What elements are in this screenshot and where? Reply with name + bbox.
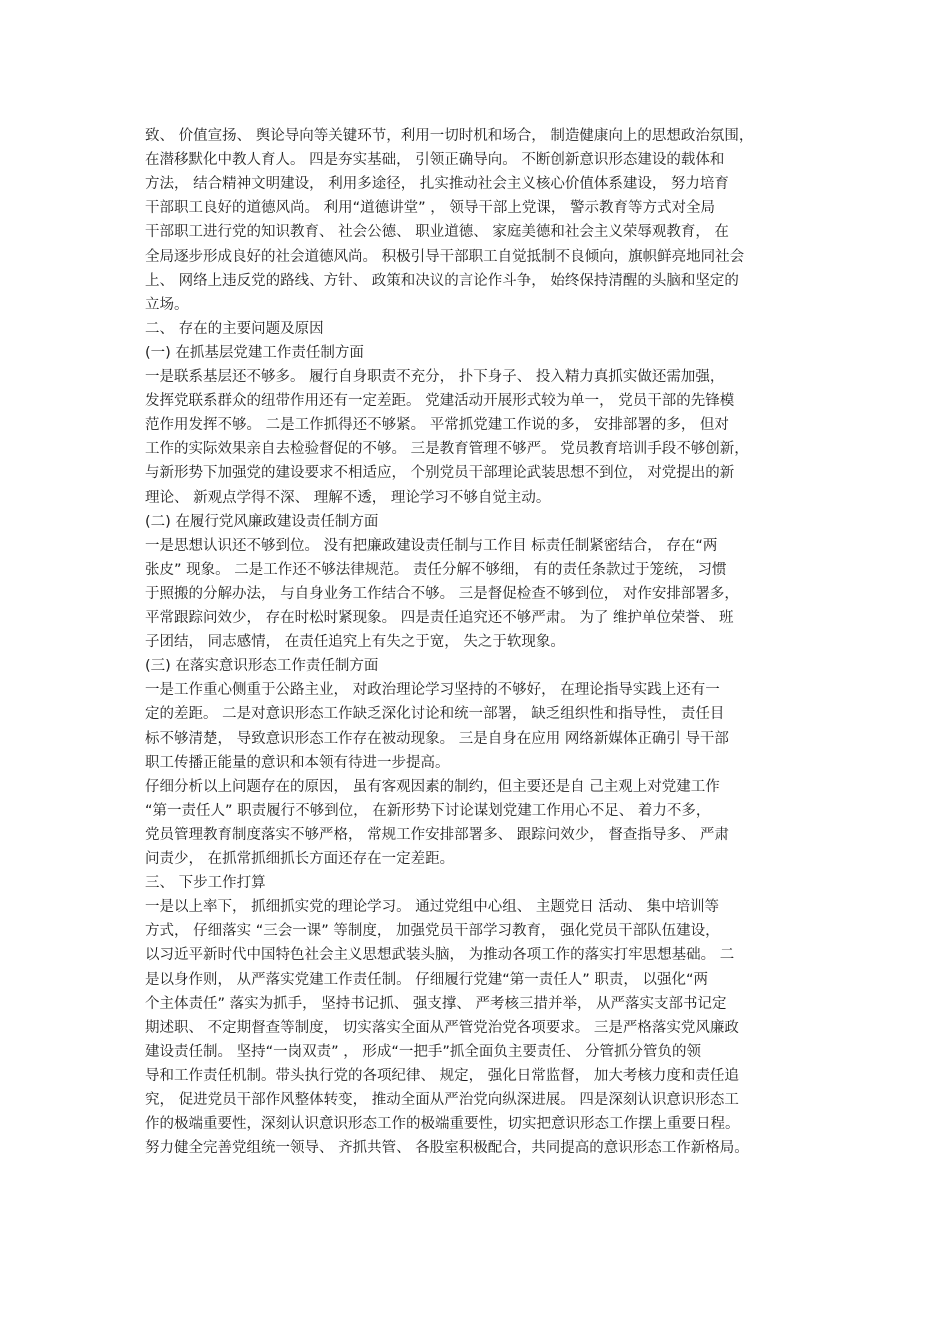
text-line: 范作用发挥不够。 二是工作抓得还不够紧。 平常抓党建工作说的多， 安排部署的多， 但对	[145, 417, 729, 433]
text-line: 理论、 新观点学得不深、 理解不透， 理论学习不够自觉主动。	[145, 490, 551, 506]
text-line: 致、 价值宣扬、 舆论导向等关键环节，利用一切时机和场合， 制造健康向上的思想政治氛围，	[145, 128, 754, 144]
text-line: 导和工作责任机制。带头执行党的各项纪律、 规定， 强化日常监督， 加大考核力度和责任追	[145, 1068, 739, 1084]
text-line: 上、 网络上违反党的路线、方针、 政策和决议的言论作斗争， 始终保持清醒的头脑和坚定的	[145, 273, 739, 289]
text-line: 个主体责任” 落实为抓手， 坚持书记抓、 强支撑、 严考核三措并举， 从严落实支部书记定	[145, 996, 727, 1012]
text-line: 标不够清楚， 导致意识形态工作存在被动现象。 三是自身在应用 网络新媒体正确引 导干部	[145, 731, 729, 747]
text-line: 仔细分析以上问题存在的原因， 虽有客观因素的制约，但主要还是自 己主观上对党建工作	[145, 779, 720, 795]
text-line: 发挥党联系群众的纽带作用还有一定差距。 党建活动开展形式较为单一， 党员干部的先锋模	[145, 393, 735, 409]
text-line: (三) 在落实意识形态工作责任制方面	[145, 658, 379, 674]
text-line: 与新形势下加强党的建设要求不相适应， 个别党员干部理论武装思想不到位， 对党提出的新	[145, 465, 735, 481]
text-line: 党员管理教育制度落实不够严格， 常规工作安排部署多、 跟踪问效少， 督查指导多、 严肃	[145, 827, 729, 843]
text-line: 作的极端重要性，深刻认识意识形态工作的极端重要性，切实把意识形态工作摆上重要日程。	[145, 1116, 740, 1132]
text-line: 子团结， 同志感情， 在责任追究上有失之于宽， 失之于软现象。	[145, 634, 565, 650]
text-line: 干部职工良好的道德风尚。 利用“道德讲堂” ， 领导干部上党课， 警示教育等方式对全局	[145, 200, 715, 216]
text-line: 张皮” 现象。 二是工作还不够法律规范。 责任分解不够细， 有的责任条款过于笼统， 习惯	[145, 562, 727, 578]
text-line: “第一责任人” 职责履行不够到位， 在新形势下讨论谋划党建工作用心不足、 着力不多，	[145, 803, 711, 819]
text-line: 方法， 结合精神文明建设， 利用多途径， 扎实推动社会主义核心价值体系建设， 努力培育	[145, 176, 729, 192]
text-line: 职工传播正能量的意识和本领有待进一步提高。	[145, 755, 450, 771]
text-line: 三、 下步工作打算	[145, 875, 266, 891]
text-line: 定的差距。 二是对意识形态工作缺乏深化讨论和统一部署， 缺乏组织性和指导性， 责任目	[145, 706, 725, 722]
text-line: 二、 存在的主要问题及原因	[145, 321, 324, 337]
text-line: 在潜移默化中教人育人。 四是夯实基础， 引领正确导向。 不断创新意识形态建设的载体和	[145, 152, 725, 168]
text-line: 平常跟踪问效少， 存在时松时紧现象。 四是责任追究还不够严肃。 为了 维护单位荣誉、 班	[145, 610, 734, 626]
text-line: 方式， 仔细落实 “三会一课” 等制度， 加强党员干部学习教育， 强化党员干部队伍建设，	[145, 923, 720, 939]
text-line: 一是工作重心侧重于公路主业， 对政治理论学习坚持的不够好， 在理论指导实践上还有一	[145, 682, 720, 698]
text-line: 工作的实际效果亲自去检验督促的不够。 三是教育管理不够严。 党员教育培训手段不够创新，	[145, 441, 749, 457]
text-line: 全局逐步形成良好的社会道德风尚。 积极引导干部职工自觉抵制不良倾向，旗帜鲜亮地同社会	[145, 249, 745, 265]
text-line: 努力健全完善党组统一领导、 齐抓共管、 各股室积极配合，共同提高的意识形态工作新格局。	[145, 1140, 749, 1156]
text-line: 干部职工进行党的知识教育、 社会公德、 职业道德、 家庭美德和社会主义荣辱观教育， 在	[145, 224, 729, 240]
text-line: 问责少， 在抓常抓细抓长方面还存在一定差距。	[145, 851, 455, 867]
text-line: 一是联系基层还不够多。 履行自身职责不充分， 扑下身子、 投入精力真抓实做还需加强，	[145, 369, 725, 385]
text-line: 建设责任制。 坚持“一岗双责” ， 形成“一把手”抓全面负主要责任、 分管抓分管负的领	[145, 1044, 701, 1060]
text-line: 一是以上率下， 抓细抓实党的理论学习。 通过党组中心组、 主题党日 活动、 集中培训等	[145, 899, 720, 915]
text-line: 一是思想认识还不够到位。 没有把廉政建设责任制与工作目 标责任制紧密结合， 存在“两	[145, 538, 718, 554]
text-line: (二) 在履行党风廉政建设责任制方面	[145, 514, 379, 530]
text-line: 期述职、 不定期督查等制度， 切实落实全面从严管党治党各项要求。 三是严格落实党风廉政	[145, 1020, 739, 1036]
text-line: 究， 促进党员干部作风整体转变， 推动全面从严治党向纵深进展。 四是深刻认识意识形态工	[145, 1092, 739, 1108]
text-line: 是以身作则， 从严落实党建工作责任制。 仔细履行党建“第一责任人” 职责， 以强化“两	[145, 972, 708, 988]
text-line: 以习近平新时代中国特色社会主义思想武装头脑， 为推动各项工作的落实打牢思想基础。 二	[145, 947, 735, 963]
text-line: 立场。	[145, 297, 189, 313]
text-line: 于照搬的分解办法， 与自身业务工作结合不够。 三是督促检查不够到位， 对作安排部署多，	[145, 586, 739, 602]
text-line: (一) 在抓基层党建工作责任制方面	[145, 345, 364, 361]
